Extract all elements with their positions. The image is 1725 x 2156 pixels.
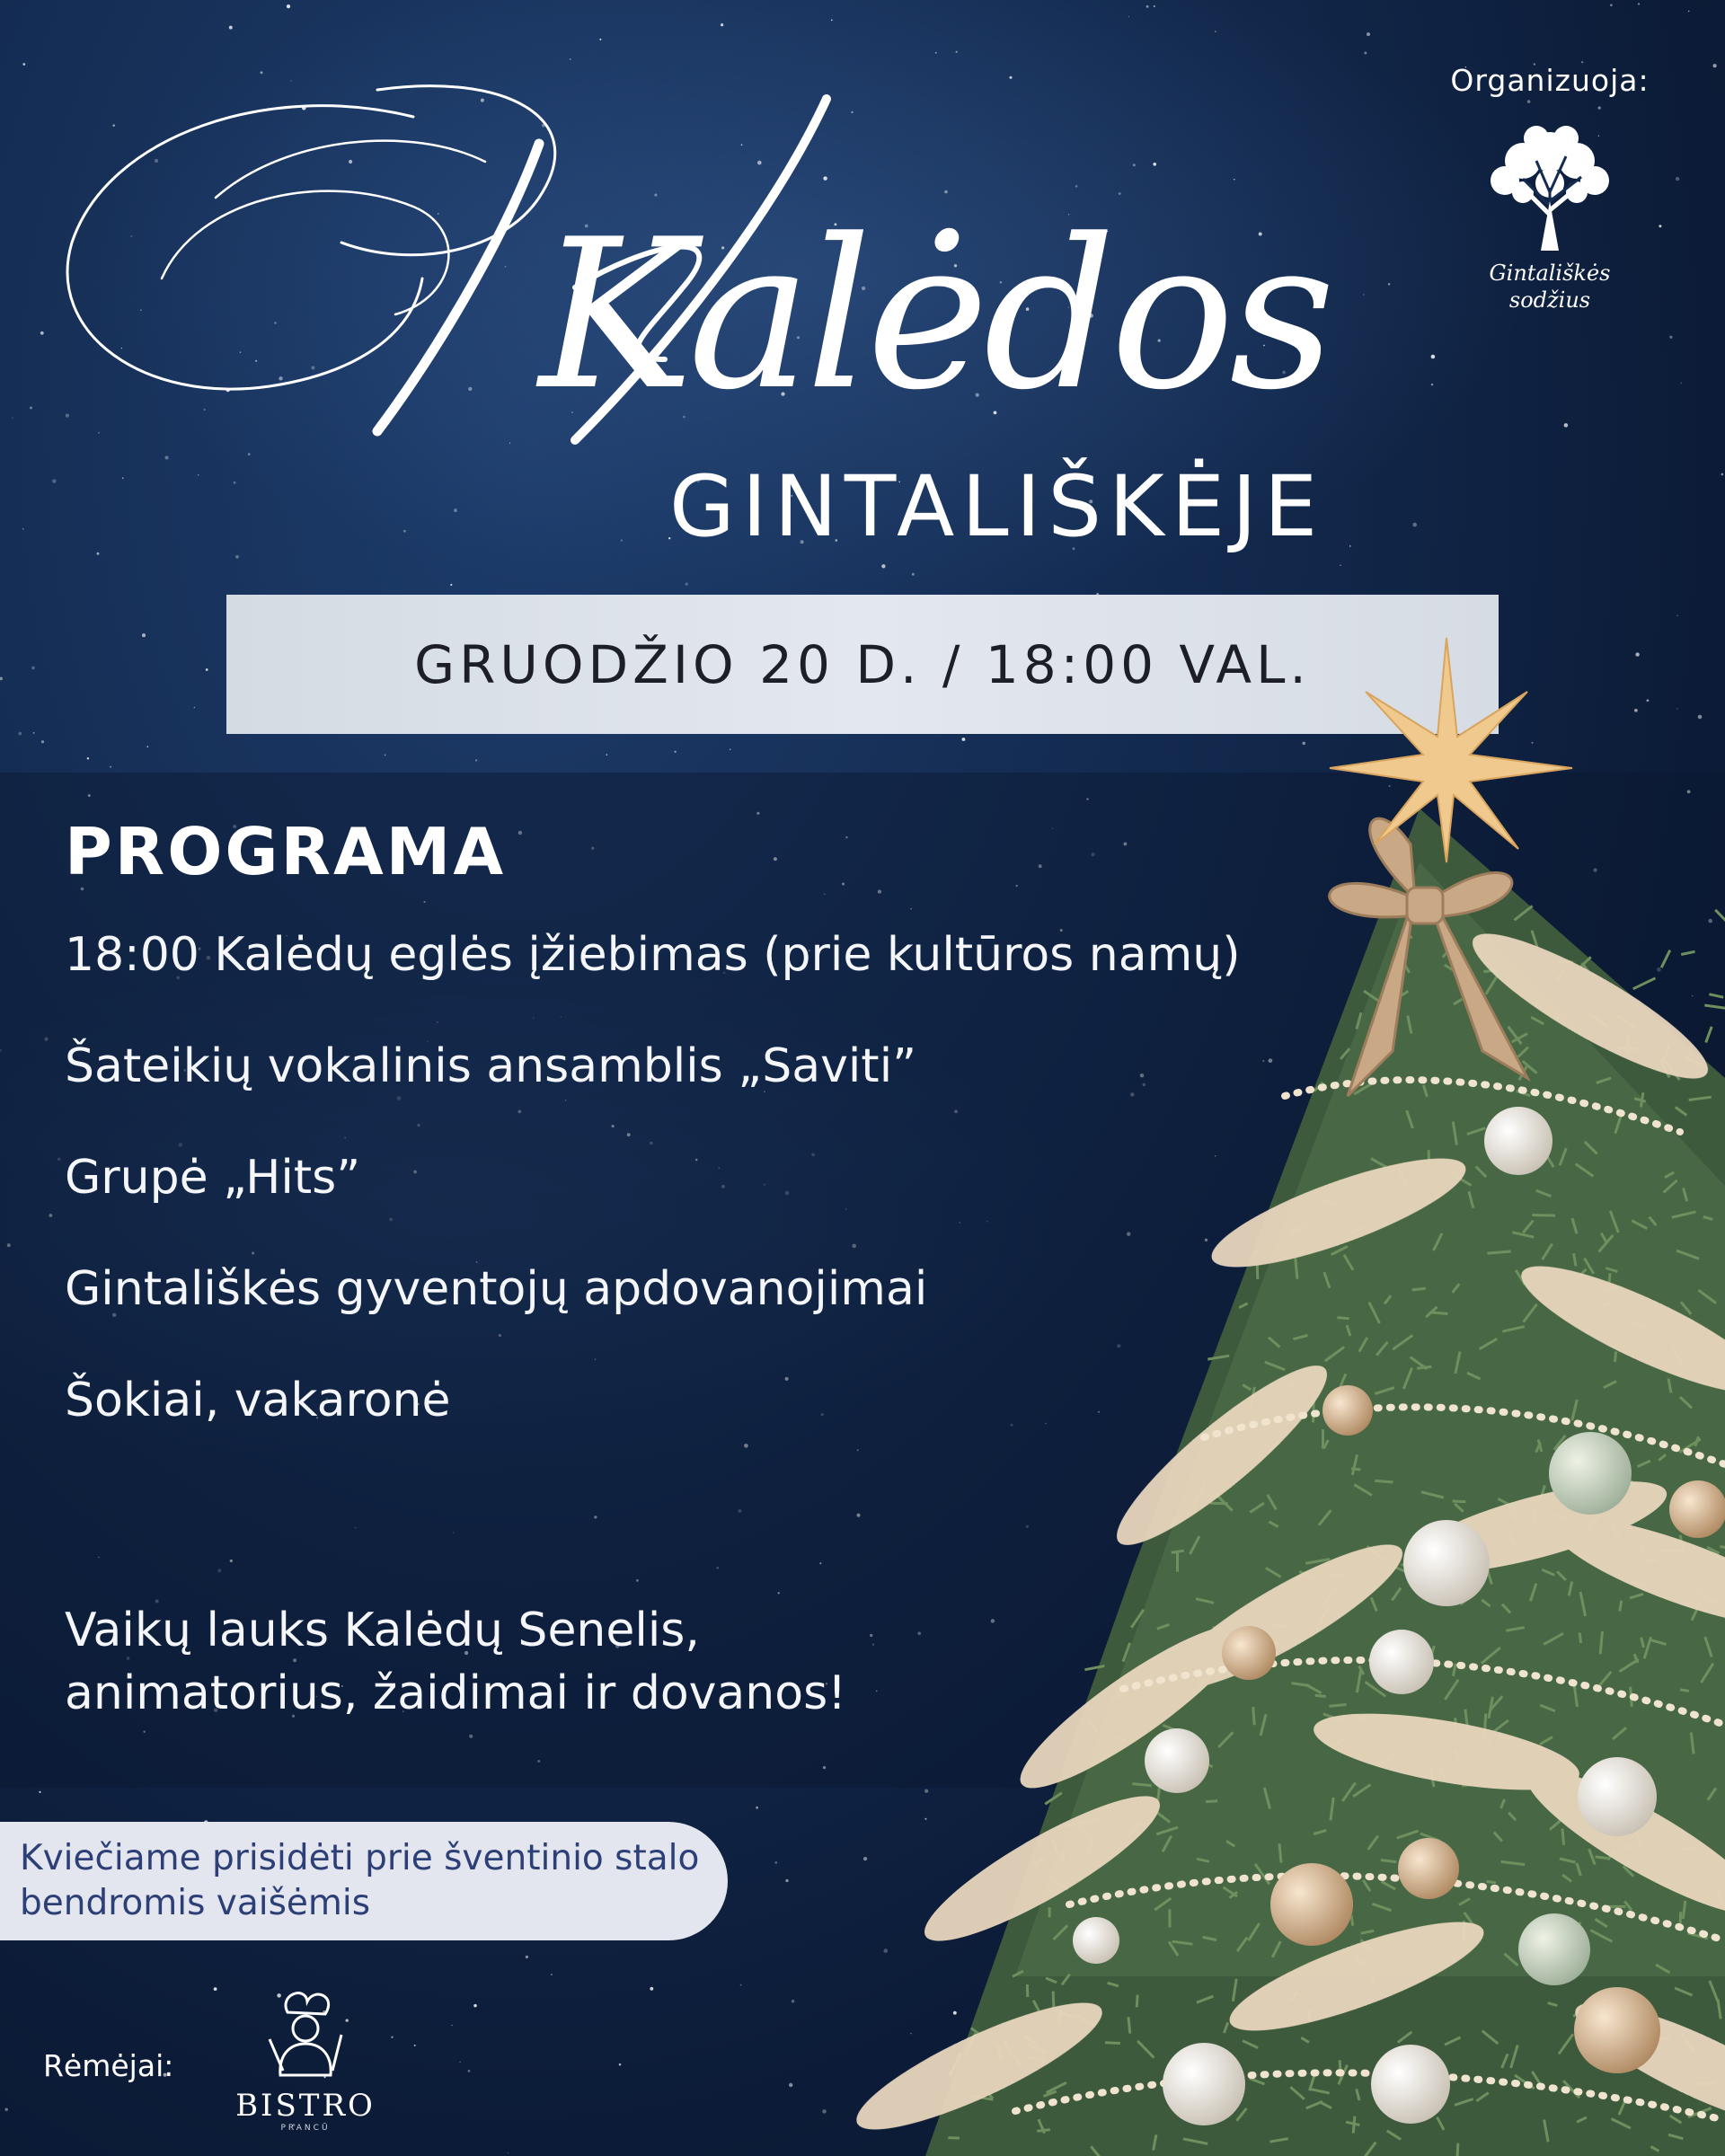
invite-banner [0, 1822, 728, 1940]
program-item: 18:00 Kalėdų eglės įžiebimas (prie kultūros namų) [65, 928, 1241, 982]
organizer-name-line1: Gintališkės [1489, 261, 1611, 286]
program-title: PROGRAMA [65, 814, 507, 889]
organizer-block [1429, 63, 1671, 314]
title-script-text: Kalėdos [539, 196, 1331, 436]
organizer-name-line2: sodžius [1508, 287, 1591, 313]
star-topper [1330, 638, 1572, 862]
program-item: Gintališkės gyventojų apdovanojimai [65, 1262, 928, 1316]
program-item: Šokiai, vakaronė [65, 1374, 451, 1427]
chef-icon [252, 1985, 359, 2084]
invite-text: Kviečiame prisidėti prie šventinio stalo bendromis vaišėmis [20, 1838, 700, 1923]
subtitle: GINTALIŠKĖJE [669, 458, 1325, 556]
tree-icon [1469, 116, 1631, 260]
title-script [36, 63, 1331, 467]
program-item: Grupė „Hits” [65, 1151, 361, 1205]
event-date: GRUODŽIO 20 D. / 18:00 VAL. [414, 633, 1311, 695]
bistro-name: BISTRO [235, 2088, 376, 2124]
organizer-label: Organizuoja: [1450, 63, 1650, 98]
christmas-tree-image [907, 629, 1725, 2156]
kids-note: Vaikų lauks Kalėdų Senelis, animatorius, žaidimai ir dovanos! [65, 1604, 847, 1720]
bistro-subtitle: PRANCŪ [280, 2124, 331, 2133]
sponsors-label: Rėmėjai: [43, 2048, 174, 2083]
program-item: Šateikių vokalinis ansamblis „Saviti” [65, 1039, 917, 1093]
bistro-logo [229, 1985, 382, 2133]
